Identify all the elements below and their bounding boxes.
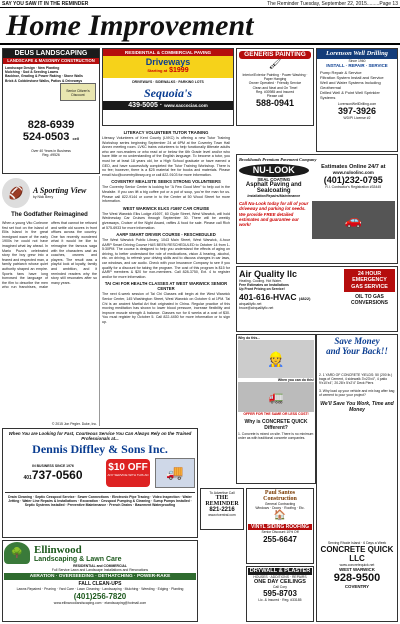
lorenson-tag: INSTALL · REPAIR · SERVICE <box>326 63 388 69</box>
sporting-footer: © 2015 Jon Pegler. Duke, Inc. <box>51 421 97 426</box>
article-heading: AARP SMART DRIVER COURSE - RESCHEDULED <box>116 232 216 238</box>
ellinwood-name: Ellinwood <box>34 543 82 556</box>
deus-sub: LANDSCAPE & MASONRY CONSTRUCTION <box>3 58 99 64</box>
nulook-logo: NU-LOOK <box>239 164 309 177</box>
deus-service: Backhoe, Grading & Power Raking · Stone Walls <box>5 74 83 79</box>
concrete-town2: COVENTRY <box>344 584 370 590</box>
deus-service: Brick & Cobblestone Walks, Patios & Driveways <box>5 78 83 83</box>
brookhands-reg: R.I. Contractor's Registration #33445 <box>325 185 382 189</box>
deus-ad[interactable] <box>2 48 100 174</box>
generis-reg: Reg. #30985 and Insured <box>255 89 295 94</box>
reminder-web[interactable]: www.ricentral.com <box>208 513 236 518</box>
concrete-phone[interactable]: 928-9500 <box>333 572 381 585</box>
article-body: The next 6-week session of Tai Chi Classes will begin at the West Warwick Senior Center, 145 Washington Street, West Warwick on October 6 at 1PM. Tai Chi is an ancient Martial Art that originated in China. Regular practice of this moving meditation has shown to lower blood pressure, increase flexibility and improve muscle strength & balance. Classes run for 6 weeks at a cost of $30. You must register by October 5. Call 822-4450 for more information or to sign up. <box>102 292 230 324</box>
lorenson-list <box>317 68 397 102</box>
dennis-services: Drain Cleaning · Septic Cesspool Service · Sewer Connections · Electronic Pipe Tracing · Video Inspection · Water Jetting · Water Line Repairs & Installations · Excavation · Cesspool Pumping & Cleaning · Sump Pumps Installed · Septic Systems Installed · Preventive Maintenance · French Drains · Basement Waterproofing <box>5 492 195 510</box>
community-articles <box>102 128 230 486</box>
ellinwood-phone[interactable]: (401)256-7820 <box>73 591 127 601</box>
brookhands-name: Brookhands Premium Pavement Company <box>239 157 317 162</box>
lorenson-since: Since 1960 <box>348 59 366 63</box>
header-left: SAY YOU SAW IT IN THE REMINDER <box>2 1 89 7</box>
ellinwood-sub: Landscaping & Lawn Care <box>34 555 122 563</box>
deus-phone[interactable]: 828-6939 <box>27 119 75 131</box>
sporting-body: When a young Vito Corleone first set foot on the island of Ellis Island in the great immigrant wave of the early 1900s he could not have imagined what lay ahead. In Mario Puzo's celebrated story the boy grew into a feared and respected man, a family patriarch whose quiet authority shaped an empire. Sports fans have long borrowed the language of the film to describe the men who run franchises, make offers that cannot be refused and settle old scores in front offices across the country. One fan recently wondered what it would be like to reimagine the famous saga with the characters cast as coaches, owners and players. The result was a playful look at loyalty, family and ambition, and it reminded readers why the story still resonates after so many years. <box>2 221 97 290</box>
sequoia-promo-prefix: Starting at <box>147 68 168 73</box>
article-body: The West Warwick Elks Lodge #1697, 60 Clyde Street, West Warwick, will hold Wednesday Car Cruises through September 30. There will be weekly giveaways, Cruiser of the Night Award, raffles & food for sale. Please call Rich at 575-6933 for more information. <box>102 211 230 230</box>
generis-phone[interactable]: 588-0941 <box>255 98 295 109</box>
paul-vinyl: VINYL SIDING ROOFING <box>248 524 312 530</box>
deus-badge: Senior Citizen's Discount <box>60 83 96 101</box>
drywall-sub: HOUSES · ADDITIONS · REPAIRS <box>253 575 307 579</box>
lorenson-lic: WD/PI License #2 <box>343 116 371 121</box>
nulook-blurb: Call Nu-Look today for all of your driveway and parking lot needs. We provide FREE detailed estimates and guarantee our work! <box>239 201 309 228</box>
dennis-offer: $10 OFF <box>108 461 148 473</box>
truck-icon: 🚚 <box>155 458 195 488</box>
ellinwood-ad[interactable] <box>2 540 198 622</box>
sporting-headline: The Godfather Reimagined <box>11 212 88 218</box>
airquality-name: Air Quality llc <box>239 269 298 279</box>
generis-ad[interactable] <box>236 48 314 126</box>
sequoia-price: $1999 <box>169 67 189 74</box>
article-body: Literacy Volunteers of Kent County (LVKC) is offering a new Tutor Training Workshop series beginning September 24 at 6PM at the Coventry Town Hall Annex meeting room. LVKC trains volunteers to help functionally illiterate adults who are non-readers or who read at or below the 6th Grade level and/or who have little or no understanding of the English language. To become a tutor, you must be at least 18 years old, be a High School graduate or have earned a GED, and have successfully completed the Tutor Training Workshop. There is no fee; however, there is a $25 material fee for books and materials. Please email lvkc@coventrylibrary.org or call 822-9103 for more information. <box>102 136 230 177</box>
sequoia-web[interactable]: www.saccocias.com <box>164 103 208 109</box>
article-heading: TAI CHI FOR HEALTH CLASSES AT WEST WARWICK SENIOR CENTER <box>104 281 228 292</box>
sequoia-phone[interactable]: 439-5005 <box>128 102 158 110</box>
dennis-offer-sub: ANY SERVICE WITH THIS AD <box>107 472 149 477</box>
generis-owner: Owner Operated · Friendly Service <box>248 81 302 86</box>
generis-services: Interior/Exterior Painting · Power Washing · Paper Hanging <box>242 73 308 82</box>
deus-cell-phone[interactable]: 524-0503 <box>22 131 70 143</box>
brookhands-estimate: Estimates Online 24/7 at <box>321 164 386 170</box>
generis-name: GENERIS PAINTING <box>239 51 311 59</box>
mixer-truck-photo: 🚛 <box>238 382 314 412</box>
airquality-hours: 24 HOUR EMERGENCY GAS SERVICE <box>344 269 395 292</box>
section-title: Home Improvement <box>6 9 254 42</box>
sequoia-promo-box <box>103 56 233 78</box>
paul-senior: Senior Discount 10% Off <box>261 530 299 535</box>
brookhands-web[interactable]: www.nuloolinc.com <box>332 170 374 175</box>
airquality-ad[interactable] <box>236 266 398 332</box>
ellinwood-web[interactable]: www.ellinwoodlandscaping.com · elandscaping@hotmail.com <box>53 600 147 605</box>
concrete-point: 1. Concrete is mixed on site. There is no minimum order as with traditional concrete companies. <box>238 431 314 440</box>
sequoia-promo: Driveways <box>145 57 191 67</box>
concrete-point: 2. 1 YARD OF CONCRETE YIELDS: 50 (200 lb.) bags of Cement, 4 sidewalk 3'x23'x4", 4 patio 9'x10'x4", 20.28'x 5'x2'4" Deck Piers <box>319 373 393 386</box>
reminder-note: To Advertise Call <box>209 491 235 495</box>
concrete-brand: CONCRETE QUICK LLC <box>320 545 394 564</box>
drywall-phone[interactable]: 595-8703 <box>263 589 297 599</box>
dennis-name: Dennis Diffley & Sons Inc. <box>32 441 168 456</box>
article-body: The Coventry Senior Center is looking for "A Few Good Men" to help out in the Mealsite. If you can lift a big coffee pot or a pot of soup, you're the man for us. Please call 822-9144 or come in to the Center at 50 Wood Street for more information. <box>102 185 230 204</box>
deus-service: Mulching · Sod & Seeding Lawns <box>5 70 59 75</box>
concrete-why-do: Why do this... <box>238 336 261 340</box>
tree-icon: 🌳 <box>4 542 30 564</box>
article-body: The West Warwick Public Library, 1043 Main Street, West Warwick, 4-hour AARP Smart Driving Course HAS BEEN RESCHEDULED to October 14 from 1-5:30PM. The course is designed to help you understand the effects of aging on driving, to better understand the role of medications, vision & hearing, alcohol, etc. on driving, to refresh your driving skills and to discuss changes in car laws, car windows, and car audio. Check with your Insurance Company to see if you qualify for a discount for taking the program. The cost of this program is $15 for AARP members & $20 for non-members. Call 828-3750, Ext. 4 to register and/or for more information. <box>102 238 230 279</box>
lorenson-phone[interactable]: 397-3926 <box>337 106 377 117</box>
nulook-tag: Installation/Repairs/Maintenance <box>247 194 301 198</box>
drywall-title: DRYWALL & PLASTER <box>249 568 311 574</box>
concrete-serving: Serving Rhode Island · 6 Days a Week <box>327 541 387 545</box>
ellinwood-services: Lawns Repaired · Pruning · Yard Care · Lawn Cleaning · Landscaping · Mulching · Weeding · Edging · Planting <box>16 587 184 592</box>
deus-note: Over 40 Years in Business <box>31 149 71 153</box>
article-heading: WEST WARWICK ELKS #1697 CAR CRUISE <box>122 205 210 211</box>
paul-name: Paul Santos Construction <box>263 490 297 502</box>
lorenson-web[interactable]: LorensonWellDrilling.com <box>337 102 377 107</box>
airquality-oil: OIL TO GAS CONVERSIONS <box>351 294 388 307</box>
generis-note: Clean and Neat and On Time! <box>252 85 298 90</box>
ellinwood-line: Full Service Lawn and Landscape Installations and Renovations <box>51 568 149 573</box>
concrete-points <box>318 372 396 482</box>
sequoia-top: RESIDENTIAL & COMMERCIAL PAVING <box>103 49 233 56</box>
list-item: Drilled Well & Point Well Sprinkler Systems <box>320 90 380 101</box>
drywall-days: ONE DAY CEILINGS <box>254 579 306 586</box>
concrete-footer <box>316 540 398 620</box>
article-heading: COVENTRY MEALSITE SEEKS STRONG VOLUNTEERS <box>111 179 221 185</box>
football-icon: 🏈 <box>2 178 30 208</box>
concrete-when: When you can do this! <box>277 378 314 383</box>
sporting-title: A Sporting View <box>33 186 87 196</box>
sequoia-items: DRIVEWAYS · SIDEWALKS · PARKING LOTS <box>132 80 204 84</box>
deus-reg: Reg. #9526 <box>42 153 60 158</box>
reminder-title: THE REMINDER <box>205 495 239 508</box>
ellinwood-fall: FALL CLEAN-UPS <box>78 581 122 588</box>
ellinwood-tag: RESIDENTIAL and COMMERCIAL <box>73 564 127 568</box>
sequoia-ad[interactable]: RESIDENTIAL & COMMERCIAL PAVING Driveways Starting at $1999 DRIVEWAYS · SIDEWALKS · PARKING LOTS Sequoia's 439-5005 · www.saccocias.com <box>102 48 234 126</box>
reminder-phone[interactable]: 821-2216 <box>209 507 235 514</box>
deus-service: Landscape Design · New Planting <box>5 66 60 70</box>
paul-phone[interactable]: 255-6647 <box>263 534 297 544</box>
nulook-logo-sub: SEAL COATING <box>257 177 291 182</box>
airquality-phone[interactable]: 401-616-HVAC <box>239 291 297 302</box>
concrete-question: Why is CONCRETE QUICK Different? <box>244 418 308 431</box>
dennis-area-code: 401 <box>23 474 32 481</box>
sequoia-name: Sequoia's <box>143 86 192 101</box>
drywall-ad[interactable] <box>246 566 314 622</box>
concrete-point: 3. Why load up your vehicle and mix bag after bag of cement to pour your project? <box>319 388 395 397</box>
list-item: Well and Water Systems Including Geothermal <box>320 80 381 91</box>
nulook-sub: Asphalt Paving and Sealcoating <box>245 182 302 194</box>
paul-santos-ad[interactable] <box>246 488 314 564</box>
concrete-offer: OFFER FOR THE SAME OR LESS COST! <box>243 412 309 417</box>
sporting-byline: by Nick Berry <box>33 195 54 200</box>
page-header <box>0 0 400 8</box>
dennis-lead: When You are Looking for Fast, Courteous Service You Can Always Rely on the Trained Professionals at... <box>8 431 192 442</box>
reminder-ad[interactable] <box>200 488 244 530</box>
airquality-phone-sub: (4822) <box>298 295 311 301</box>
deus-cell-label: cell <box>72 136 80 141</box>
list-item: Filtration System Install and Service <box>320 75 384 81</box>
article-heading: LITERACY VOLUNTEER TUTOR TRAINING <box>123 130 209 135</box>
concrete-web[interactable]: www.concretequick.net <box>339 563 375 568</box>
concrete-slogan: We'll Save You Work, Time and Money <box>320 401 394 414</box>
drywall-call: Call Cory <box>273 585 287 590</box>
airquality-sub: Heating. Cooling. Hot Water. <box>239 279 282 283</box>
lorenson-name: Lorenson Well Drilling <box>317 49 397 59</box>
header-right: The Reminder Tuesday, September 22, 2015.........Page 13 <box>267 1 398 7</box>
airquality-web[interactable]: airqualityllc.net <box>239 301 262 306</box>
sporting-column <box>2 176 100 426</box>
house-icon: 🏠 <box>273 510 287 522</box>
deus-name: DEUS LANDSCAPING <box>3 49 99 58</box>
airquality-fin: Up Front Pricing on Service! <box>239 287 285 292</box>
wheelbarrow-photo: 👷 <box>238 340 314 378</box>
concrete-town: WEST WARWICK <box>339 567 375 573</box>
list-item: Pump Repair & Service <box>320 70 362 76</box>
paul-sub: General Contracting <box>264 502 296 506</box>
airquality-email[interactable]: bruce@airqualityllc.net <box>239 305 274 310</box>
dennis-phone[interactable]: 737-0560 <box>31 467 83 482</box>
brookhands-phone[interactable]: (401)232-0795 <box>323 175 383 185</box>
airquality-free: Free Estimates on Installations <box>239 283 289 288</box>
section-banner <box>0 9 400 45</box>
driveway-photo: 🚗 <box>312 201 395 239</box>
paul-items: Windows · Doors · Roofing · Etc. <box>255 506 305 511</box>
concrete-save1: Save Money <box>334 336 380 346</box>
ellinwood-bar: AERATION · OVERSEEDING · DETHATCHING · POWER-RAKE <box>4 573 196 580</box>
concrete-left-panel <box>236 334 316 484</box>
generis-call: Please call <box>266 94 284 99</box>
drywall-lic: Lic. & Insured · Reg. #33185 <box>258 598 302 603</box>
lorenson-ad[interactable] <box>316 48 398 152</box>
paint-brush-icon: 🖌 <box>268 59 282 70</box>
dennis-since: IN BUSINESS SINCE 1976 <box>32 463 74 468</box>
concrete-save2: and Your Back!! <box>326 346 388 356</box>
nulook-ad[interactable] <box>236 154 398 264</box>
